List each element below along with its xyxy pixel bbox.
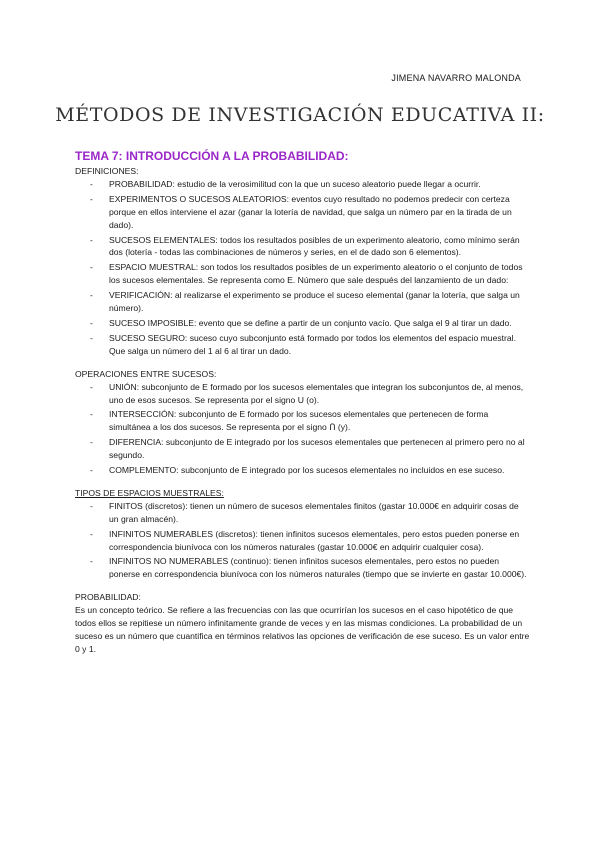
section-title: TEMA 7: INTRODUCCIÓN A LA PROBABILIDAD:: [75, 149, 349, 163]
author-name: JIMENA NAVARRO MALONDA: [391, 73, 521, 83]
list-item: - INFINITOS NUMERABLES (discretos): tienen infinitos sucesos elementales, pero estos pueden ponerse en correspondencia biunívoca con los números naturales (gastar 10.000€ en adquirir cualquier cosa).: [75, 528, 530, 554]
list-item: - DIFERENCIA: subconjunto de E integrado por los sucesos elementales que pertenecen al primero pero no al segundo.: [75, 436, 530, 462]
list-item: - SUCESO SEGURO: suceso cuyo subconjunto está formado por todos los elementos del espacio muestral. Que salga un número del 1 al 6 al tirar un dado.: [75, 332, 530, 358]
definiciones-heading: DEFINICIONES:: [75, 166, 139, 176]
operaciones-heading: OPERACIONES ENTRE SUCESOS:: [75, 368, 217, 379]
list-item: - VERIFICACIÓN: al realizarse el experimento se produce el suceso elemental (ganar la lotería, que salga un número).: [75, 289, 530, 315]
list-item: - PROBABILIDAD: estudio de la verosimilitud con la que un suceso aleatorio puede llegar a ocurrir.: [75, 178, 530, 191]
list-item: - SUCESOS ELEMENTALES: todos los resultados posibles de un experimento aleatorio, como mínimo serán dos (lotería - todas las combinaciones de números y series, en el de dado son 6 elementos).: [75, 234, 530, 260]
document-title: MÉTODOS DE INVESTIGACIÓN EDUCATIVA II:: [55, 104, 545, 126]
list-item: - UNIÓN: subconjunto de E formado por los sucesos elementales que integran los subconjuntos de, al menos, uno de esos sucesos. Se representa por el signo U (o).: [75, 381, 530, 407]
probabilidad-paragraph: Es un concepto teórico. Se refiere a las frecuencias con las que ocurrirían los sucesos en el caso hipotético de que todos ellos se repitiese un número infinitamente grande de veces y en las mismas condiciones. La probabilidad de un suceso es un número que cuantifica en términos relativos las opciones de verificación de ese suceso. Es un valor entre 0 y 1.: [75, 605, 530, 654]
list-item: - EXPERIMENTOS O SUCESOS ALEATORIOS: eventos cuyo resultado no podemos predecir con certeza porque en ellos interviene el azar (ganar la lotería de navidad, que salga un número par en la tirada de un dado).: [75, 193, 530, 232]
tipos-list: [75, 500, 530, 581]
list-item: - INFINITOS NO NUMERABLES (continuo): tienen infinitos sucesos elementales, pero estos no pueden ponerse en correspondencia biunívoca con los números naturales (tiempo que se invierte en gastar 10.000€).: [75, 555, 530, 581]
list-item: - ESPACIO MUESTRAL: son todos los resultados posibles de un experimento aleatorio o el conjunto de todos los sucesos elementales. Se representa como E. Número que sale después del lanzamiento de un dado:: [75, 261, 530, 287]
list-item: - FINITOS (discretos): tienen un número de sucesos elementales finitos (gastar 10.000€ en adquirir cosas de un gran almacén).: [75, 500, 530, 526]
list-item: - COMPLEMENTO: subconjunto de E integrado por los sucesos elementales no incluidos en ese suceso.: [75, 464, 530, 477]
definiciones-list: [75, 178, 530, 358]
operaciones-list: [75, 381, 530, 477]
list-item: - INTERSECCIÓN: subconjunto de E formado por los sucesos elementales que pertenecen de forma simultánea a los dos sucesos. Se representa por el signo Ո (y).: [75, 408, 530, 434]
list-item: - SUCESO IMPOSIBLE: evento que se define a partir de un conjunto vacío. Que salga el 9 al tirar un dado.: [75, 317, 530, 330]
probabilidad-heading: PROBABILIDAD:: [75, 592, 141, 603]
tipos-heading: TIPOS DE ESPACIOS MUESTRALES:: [75, 487, 224, 498]
document-body: [75, 149, 530, 656]
